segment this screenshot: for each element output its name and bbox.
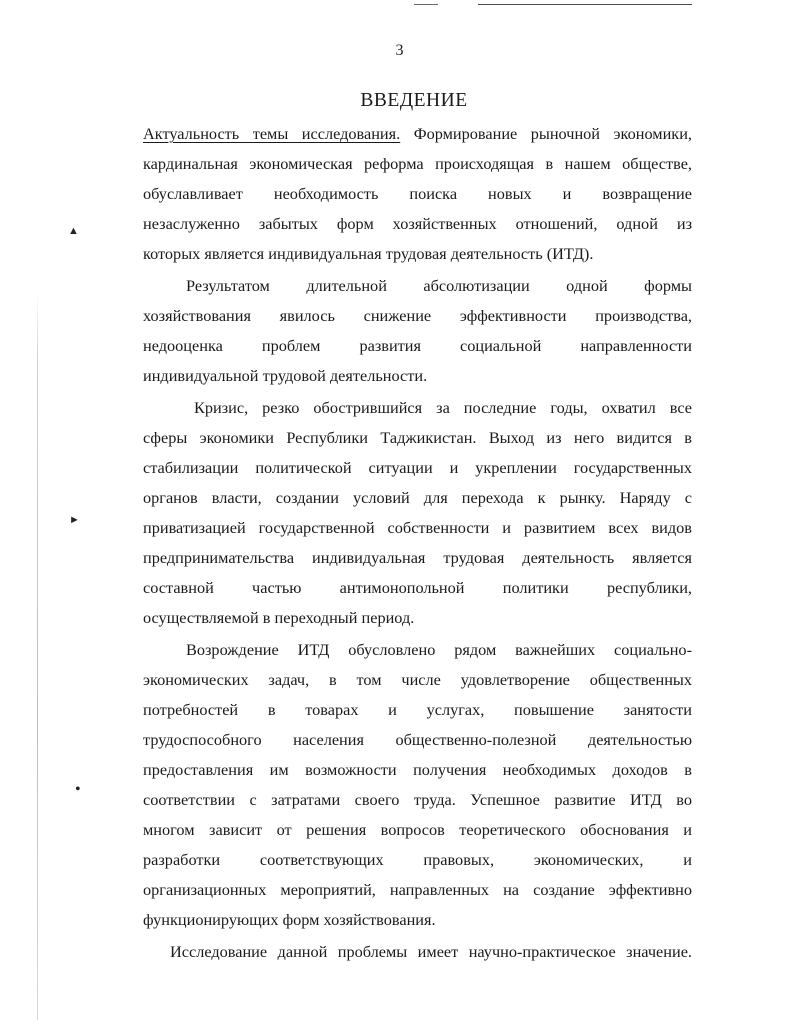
margin-mark: ▲ [68,225,79,237]
text-line: составной частью антимонопольной политики республики, [143,578,692,597]
scan-binding-edge [37,290,38,1020]
text-line: многом зависит от решения вопросов теоретического обоснования и [143,820,692,839]
text-line: предпринимательства индивидуальная трудовая деятельность является [143,548,692,567]
text-line: Актуальность темы исследования. Формирование рыночной экономики, [143,124,692,143]
text-line: сферы экономики Республики Таджикистан. Выход из него видится в [143,428,692,447]
text-line: Возрождение ИТД обусловлено рядом важнейших социально- [186,640,692,659]
text-line: предоставления им возможности получения необходимых доходов в [143,760,692,779]
text-line: разработки соответствующих правовых, экономических, и [143,850,692,869]
margin-mark: • [75,781,81,798]
text-line: индивидуальной трудовой деятельности. [143,366,428,385]
text-line: Кризис, резко обострившийся за последние годы, охватил все [194,398,692,417]
text-line: потребностей в товарах и услугах, повышение занятости [143,700,692,719]
text-line: Результатом длительной абсолютизации одной формы [186,276,692,295]
text-line: хозяйствования явилось снижение эффективности производства, [143,306,692,325]
text-line: стабилизации политической ситуации и укреплении государственных [143,458,692,477]
text-line: экономических задач, в том числе удовлетворение общественных [143,670,692,689]
text-line: обуславливает необходимость поиска новых и возвращение [143,184,692,203]
margin-mark: ► [69,514,80,526]
text-line: осуществляемой в переходный период. [143,608,415,627]
text-line: органов власти, создании условий для перехода к рынку. Наряду с [143,488,692,507]
scan-top-rule [478,4,692,5]
text-line: соответствии с затратами своего труда. Успешное развитие ИТД во [143,790,692,809]
text-line: которых является индивидуальная трудовая деятельность (ИТД). [143,244,594,263]
page-heading: ВВЕДЕНИЕ [360,90,468,111]
text-line: функционирующих форм хозяйствования. [143,910,436,929]
section-label: Актуальность темы исследования. [143,124,401,143]
text-line: недооценка проблем развития социальной направленности [143,336,692,355]
text-line: кардинальная экономическая реформа происходящая в нашем обществе, [143,154,692,173]
text-line: трудоспособного населения общественно-полезной деятельностью [143,730,692,749]
scan-top-rule [414,4,438,5]
text-line: приватизацией государственной собственности и развитием всех видов [143,518,692,537]
text-line: организационных мероприятий, направленных на создание эффективно [143,880,692,899]
page-number: 3 [395,42,404,59]
text-line: незаслуженно забытых форм хозяйственных отношений, одной из [143,214,692,233]
text-line: Исследование данной проблемы имеет научно-практическое значение. [170,942,692,961]
